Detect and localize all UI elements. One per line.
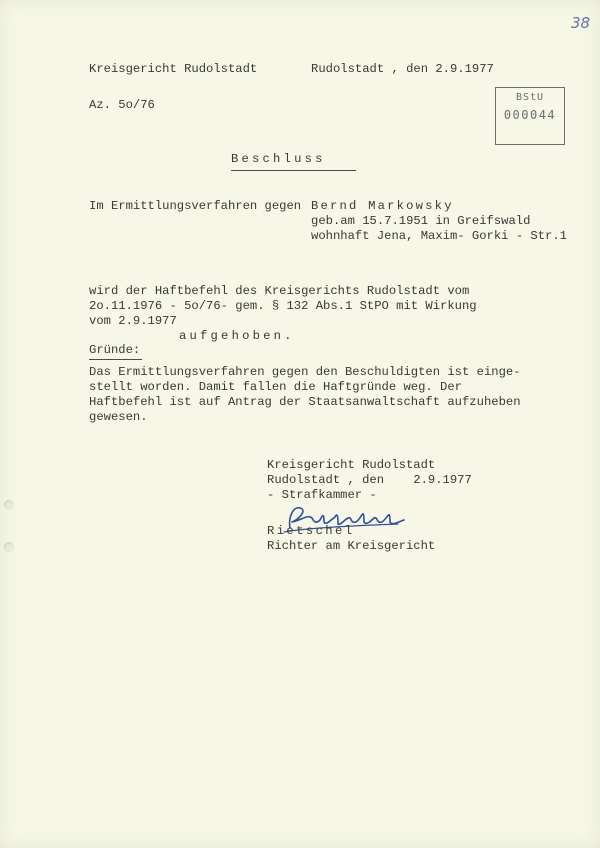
signatory-role: Richter am Kreisgericht bbox=[267, 539, 436, 553]
reasons-line-2: stellt worden. Damit fallen die Haftgründe weg. Der bbox=[89, 380, 462, 394]
decision-action: aufgehoben. bbox=[179, 329, 295, 343]
subject-address: wohnhaft Jena, Maxim- Gorki - Str.1 bbox=[311, 229, 567, 243]
file-reference: Az. 5o/76 bbox=[89, 98, 155, 112]
page-number: 38 bbox=[571, 14, 591, 32]
reasons-line-3: Haftbefehl ist auf Antrag der Staatsanwaltschaft aufzuheben bbox=[89, 395, 521, 409]
archive-stamp bbox=[495, 87, 565, 145]
subject-birth: geb.am 15.7.1951 in Greifswald bbox=[311, 214, 531, 228]
subject-name: Bernd Markowsky bbox=[311, 199, 454, 213]
subject-intro: Im Ermittlungsverfahren gegen bbox=[89, 199, 302, 213]
reasons-line-4: gewesen. bbox=[89, 410, 148, 424]
stamp-number: 000044 bbox=[503, 108, 557, 122]
header-court: Kreisgericht Rudolstadt bbox=[89, 62, 258, 76]
document-title: Beschluss bbox=[231, 152, 326, 166]
reasons-heading: Gründe: bbox=[89, 343, 141, 357]
signature-chamber: - Strafkammer - bbox=[267, 488, 377, 502]
signatory-name: Rietschel bbox=[267, 524, 355, 538]
reasons-underline bbox=[89, 359, 142, 360]
decision-line-3: vom 2.9.1977 bbox=[89, 314, 177, 328]
signature-court: Kreisgericht Rudolstadt bbox=[267, 458, 436, 472]
signature-place-date: Rudolstadt , den 2.9.1977 bbox=[267, 473, 472, 487]
decision-line-1: wird der Haftbefehl des Kreisgerichts Rudolstadt vom bbox=[89, 284, 470, 298]
decision-line-2: 2o.11.1976 - 5o/76- gem. § 132 Abs.1 StPO mit Wirkung bbox=[89, 299, 477, 313]
reasons-line-1: Das Ermittlungsverfahren gegen den Beschuldigten ist einge- bbox=[89, 365, 521, 379]
punch-hole-lower bbox=[4, 542, 14, 552]
stamp-label: BStU bbox=[515, 92, 545, 103]
punch-hole-upper bbox=[4, 500, 14, 510]
header-place-date: Rudolstadt , den 2.9.1977 bbox=[311, 62, 494, 76]
title-underline bbox=[231, 170, 356, 171]
